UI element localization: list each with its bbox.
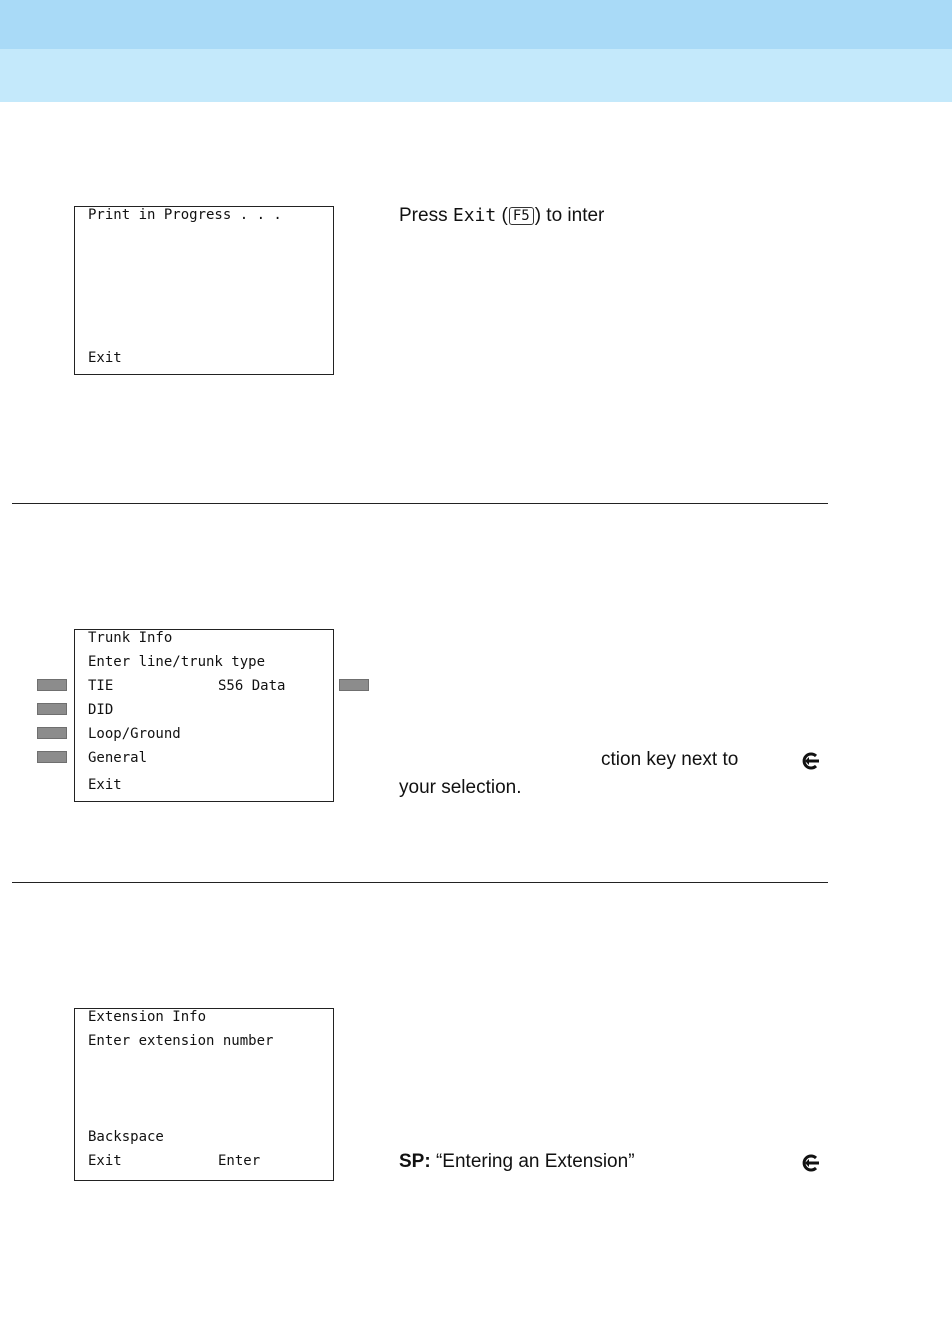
option-loop-ground[interactable]: Loop/Ground — [88, 726, 181, 742]
sp-reference: “Entering an Extension” — [435, 1151, 635, 1172]
print-instruction-rest: ) to inter — [534, 205, 605, 226]
open-paren: ( — [501, 205, 508, 226]
function-key-did[interactable] — [37, 703, 67, 715]
extension-info-prompt: Enter extension number — [88, 1033, 274, 1049]
trunk-instruction-line2: your selection. — [399, 777, 522, 798]
extension-instruction — [399, 1151, 635, 1173]
function-key-tie[interactable] — [37, 679, 67, 691]
extension-info-screen — [74, 1008, 334, 1181]
section-divider — [12, 503, 828, 504]
enter-option[interactable]: Enter — [218, 1153, 261, 1169]
exit-key-name: Exit — [452, 205, 497, 226]
print-progress-screen — [74, 206, 334, 375]
sp-label: SP: — [399, 1151, 431, 1172]
option-s56-data[interactable]: S56 Data — [218, 678, 286, 694]
extension-info-title: Extension Info — [88, 1009, 207, 1025]
trunk-info-title: Trunk Info — [88, 630, 173, 646]
exit-option[interactable]: Exit — [88, 777, 122, 793]
header-band-bottom — [0, 49, 952, 102]
function-key-loop-ground[interactable] — [37, 727, 67, 739]
exit-option[interactable]: Exit — [88, 350, 122, 366]
trunk-instruction-line1: ction key next to — [601, 749, 739, 770]
option-tie[interactable]: TIE — [88, 678, 114, 694]
trunk-info-prompt: Enter line/trunk type — [88, 654, 266, 670]
function-key-s56-data[interactable] — [339, 679, 369, 691]
print-instruction — [399, 205, 604, 227]
function-key-general[interactable] — [37, 751, 67, 763]
exit-option[interactable]: Exit — [88, 1153, 122, 1169]
option-did[interactable]: DID — [88, 702, 114, 718]
continue-arrow-icon — [802, 752, 820, 770]
backspace-option[interactable]: Backspace — [88, 1129, 164, 1145]
option-general[interactable]: General — [88, 750, 148, 766]
header-band-top — [0, 0, 952, 49]
trunk-info-screen — [74, 629, 334, 802]
continue-arrow-icon — [802, 1154, 820, 1172]
print-progress-text: Print in Progress . . . — [88, 207, 282, 223]
section-divider — [12, 882, 828, 883]
f5-keycap: F5 — [509, 207, 534, 225]
press-text: Press — [399, 205, 448, 226]
